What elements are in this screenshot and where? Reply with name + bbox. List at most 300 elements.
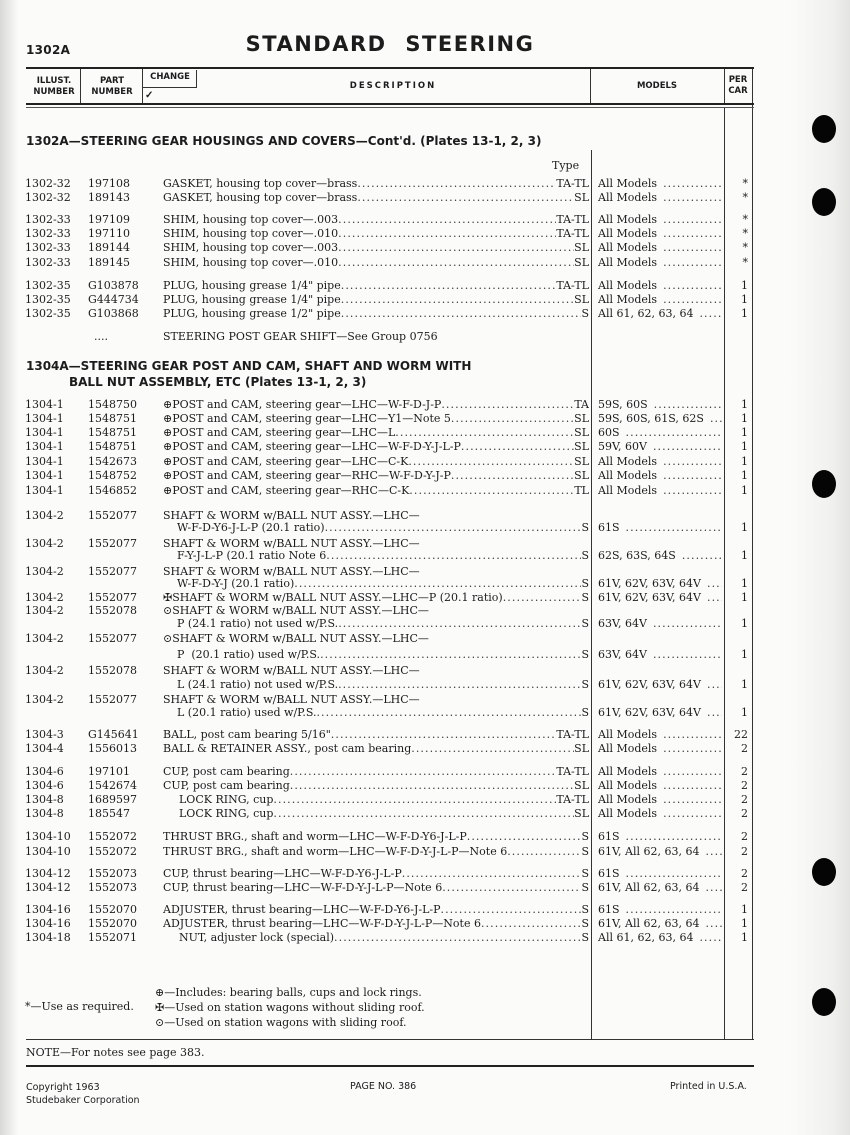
leader-dots — [441, 398, 574, 412]
per-car-qty: * — [742, 227, 748, 240]
models — [598, 807, 722, 821]
description-text: SHIM, housing top cover—.003 — [163, 213, 339, 226]
leader-dots — [626, 521, 722, 535]
leader-dots — [663, 807, 722, 821]
leader-dots — [409, 484, 574, 498]
description — [163, 307, 589, 321]
illust-number: 1304-1 — [25, 455, 64, 468]
description-text: SHAFT & WORM w/BALL NUT ASSY.—LHC— — [163, 565, 420, 578]
description-text: GASKET, housing top cover—brass — [163, 177, 358, 190]
footer-rule-thin — [26, 1039, 754, 1040]
leader-dots — [341, 279, 557, 293]
per-car-qty: 1 — [741, 412, 748, 425]
leader-dots — [707, 591, 722, 605]
models — [598, 917, 722, 931]
body-type: S — [581, 931, 589, 944]
description-text: SHAFT & WORM w/BALL NUT ASSY.—LHC— — [163, 693, 420, 706]
page-note: NOTE—For notes see page 383. — [26, 1046, 205, 1059]
per-car-qty: 1 — [741, 398, 748, 411]
body-type: S — [581, 881, 589, 894]
description-text: ⊙SHAFT & WORM w/BALL NUT ASSY.—LHC— — [163, 604, 429, 617]
footnote-includes: ⊕—Includes: bearing balls, cups and lock rings. — [155, 986, 422, 999]
description-text: THRUST BRG., shaft and worm—LHC—W-F-D-Y6-J-L-P — [163, 830, 467, 843]
table-row — [0, 591, 780, 605]
models-text: All Models — [598, 191, 658, 204]
table-row — [0, 213, 780, 227]
table-row — [0, 577, 780, 591]
table-row — [0, 742, 780, 756]
description-text: ⊕POST and CAM, steering gear—RHC—C-K — [163, 484, 410, 497]
table-row — [0, 830, 780, 844]
description-text: ⊕POST and CAM, steering gear—RHC—W-F-D-Y-J-P — [163, 469, 451, 482]
description — [163, 604, 589, 618]
description — [163, 678, 589, 692]
description-text: CUP, thrust bearing—LHC—W-F-D-Y6-J-L-P — [163, 867, 402, 880]
col-divider — [590, 69, 591, 103]
illust-number: 1304-16 — [25, 903, 71, 916]
table-row — [0, 330, 780, 344]
table-row — [0, 881, 780, 895]
per-car-qty: 2 — [741, 742, 748, 755]
models — [598, 398, 722, 412]
leader-dots — [334, 931, 581, 945]
leader-dots — [663, 742, 722, 756]
description — [163, 426, 589, 440]
page-title-word1: STANDARD — [245, 32, 387, 56]
part-number: 1552072 — [88, 845, 137, 858]
description — [163, 793, 589, 807]
illust-number: 1304-1 — [25, 484, 64, 497]
leader-dots — [663, 484, 722, 498]
table-row — [0, 469, 780, 483]
table-row — [0, 604, 780, 618]
checkmark-icon: ✓ — [145, 90, 154, 101]
col-divider — [80, 69, 81, 103]
per-car-qty: 1 — [741, 577, 748, 590]
illust-number: 1304-1 — [25, 469, 64, 482]
part-number: 189145 — [88, 256, 130, 269]
illust-number: 1304-10 — [25, 830, 71, 843]
per-car-qty: 1 — [741, 931, 748, 944]
body-type: SL — [574, 779, 589, 792]
description — [163, 903, 589, 917]
models-text: 61V, All 62, 63, 64 — [598, 845, 700, 858]
description — [163, 728, 589, 742]
body-type: S — [581, 617, 589, 630]
leader-dots — [707, 706, 722, 720]
models-text: All Models — [598, 469, 658, 482]
illust-number: 1302-35 — [25, 279, 71, 292]
models — [598, 765, 722, 779]
models — [598, 577, 722, 591]
table-row — [0, 706, 780, 720]
part-number: 1552073 — [88, 867, 137, 880]
page-number: PAGE NO. 386 — [350, 1081, 417, 1092]
description — [163, 693, 589, 707]
leader-dots — [341, 293, 574, 307]
header-rule-top — [26, 67, 754, 69]
body-type: SL — [574, 455, 589, 468]
description — [163, 256, 589, 270]
table-row — [0, 307, 780, 321]
per-car-qty: 1 — [741, 440, 748, 453]
description — [163, 577, 589, 591]
leader-dots — [653, 440, 722, 454]
table-row — [0, 728, 780, 742]
description-text: ADJUSTER, thrust bearing—LHC—W-F-D-Y6-J-L-P — [163, 903, 441, 916]
table-row — [0, 398, 780, 412]
description-text: NUT, adjuster lock (special) — [179, 931, 335, 944]
description — [163, 632, 589, 646]
models-text: All Models — [598, 213, 658, 226]
body-type: TA-TL — [556, 279, 589, 292]
illust-number: 1302-35 — [25, 293, 71, 306]
punch-hole — [812, 115, 836, 143]
description-text: CUP, post cam bearing — [163, 765, 290, 778]
illust-number: 1302-32 — [25, 177, 71, 190]
table-row — [0, 867, 780, 881]
body-type: TA-TL — [556, 728, 589, 741]
models — [598, 591, 722, 605]
body-type: S — [581, 903, 589, 916]
description-text: SHAFT & WORM w/BALL NUT ASSY.—LHC— — [163, 509, 420, 522]
description-text: ⊕POST and CAM, steering gear—LHC—W-F-D-J-P — [163, 398, 442, 411]
leader-dots — [663, 256, 722, 270]
per-car-qty: 2 — [741, 867, 748, 880]
body-type: SL — [574, 412, 589, 425]
description — [163, 591, 589, 605]
illust-number: 1304-10 — [25, 845, 71, 858]
punch-hole — [812, 188, 836, 216]
description-text: LOCK RING, cup — [179, 793, 274, 806]
col-header-models: MODELS — [636, 81, 678, 91]
leader-dots — [626, 830, 722, 844]
table-row — [0, 845, 780, 859]
page-code: 1302A — [26, 43, 71, 57]
models-text: All Models — [598, 256, 658, 269]
per-car-qty: 2 — [741, 845, 748, 858]
models-text: All Models — [598, 177, 658, 190]
per-car-qty: 1 — [741, 617, 748, 630]
models-text: 59V, 60V — [598, 440, 647, 453]
leader-dots — [441, 903, 582, 917]
per-car-qty: 1 — [741, 917, 748, 930]
part-number: 1552072 — [88, 830, 137, 843]
models-text: 61V, All 62, 63, 64 — [598, 881, 700, 894]
leader-dots — [699, 307, 722, 321]
description-text: BALL & RETAINER ASSY., post cam bearing — [163, 742, 412, 755]
per-car-qty: 1 — [741, 455, 748, 468]
models-text: All Models — [598, 279, 658, 292]
models — [598, 742, 722, 756]
footnote-symbols — [155, 985, 425, 1030]
table-row — [0, 191, 780, 205]
leader-dots — [705, 917, 722, 931]
body-type: S — [581, 830, 589, 843]
illust-number: 1302-33 — [25, 256, 71, 269]
per-car-qty: 1 — [741, 549, 748, 562]
models — [598, 241, 722, 255]
description-text: CUP, thrust bearing—LHC—W-F-D-Y-J-L-P—Note 6 — [163, 881, 443, 894]
leader-dots — [663, 191, 722, 205]
illust-number: 1302-35 — [25, 307, 71, 320]
table-row — [0, 903, 780, 917]
part-number: 197110 — [88, 227, 130, 240]
table-row — [0, 793, 780, 807]
description-text: W-F-D-Y-J (20.1 ratio) — [177, 577, 295, 590]
per-car-qty: 1 — [741, 293, 748, 306]
models-text: All Models — [598, 293, 658, 306]
leader-dots — [710, 412, 722, 426]
leader-dots — [273, 793, 556, 807]
body-type: TA-TL — [556, 227, 589, 240]
description — [163, 330, 589, 344]
leader-dots — [626, 426, 722, 440]
leader-dots — [503, 591, 582, 605]
models — [598, 728, 722, 742]
per-car-qty: 2 — [741, 765, 748, 778]
leader-dots — [705, 845, 722, 859]
section-heading-1302a: 1302A—STEERING GEAR HOUSINGS AND COVERS—Cont'd. (Plates 13-1, 2, 3) — [26, 134, 542, 148]
per-car-qty: 2 — [741, 779, 748, 792]
illust-number: 1302-32 — [25, 191, 71, 204]
models — [598, 412, 722, 426]
body-type: SL — [574, 256, 589, 269]
illust-number: 1302-33 — [25, 213, 71, 226]
per-car-qty: 1 — [741, 521, 748, 534]
models — [598, 177, 722, 191]
part-number: 1552077 — [88, 591, 137, 604]
description — [163, 706, 589, 720]
leader-dots — [320, 648, 581, 662]
part-number: 1548751 — [88, 412, 137, 425]
description — [163, 469, 589, 483]
per-car-qty: 1 — [741, 678, 748, 691]
table-row — [0, 293, 780, 307]
models — [598, 881, 722, 895]
footer-rule-thick — [26, 1065, 754, 1067]
description — [163, 227, 589, 241]
models — [598, 779, 722, 793]
table-row — [0, 227, 780, 241]
body-type: TL — [574, 484, 589, 497]
illust-number: 1304-8 — [25, 807, 64, 820]
illust-number: 1304-2 — [25, 591, 64, 604]
part-number: 1542674 — [88, 779, 137, 792]
models-text: 63V, 64V — [598, 648, 647, 661]
leader-dots — [408, 455, 574, 469]
description-text: ⊕POST and CAM, steering gear—LHC—C-K — [163, 455, 409, 468]
per-car-qty: 2 — [741, 830, 748, 843]
body-type: SL — [574, 469, 589, 482]
body-type: S — [581, 549, 589, 562]
body-type: S — [581, 307, 589, 320]
col-header-illust: ILLUST. NUMBER — [33, 76, 75, 97]
models-text: 61V, 62V, 63V, 64V — [598, 591, 701, 604]
table-row — [0, 412, 780, 426]
table-row — [0, 632, 780, 646]
printed-in: Printed in U.S.A. — [670, 1081, 747, 1092]
table-row — [0, 917, 780, 931]
leader-dots — [699, 931, 722, 945]
leader-dots — [626, 903, 722, 917]
part-number: 1552078 — [88, 604, 137, 617]
leader-dots — [481, 917, 581, 931]
illust-number: 1304-12 — [25, 881, 71, 894]
punch-hole — [812, 858, 836, 886]
models — [598, 469, 722, 483]
leader-dots — [663, 293, 722, 307]
body-type: S — [581, 917, 589, 930]
page-title — [0, 32, 770, 56]
table-row — [0, 177, 780, 191]
illust-number: 1304-1 — [25, 398, 64, 411]
models — [598, 830, 722, 844]
body-type: SL — [574, 807, 589, 820]
leader-dots — [411, 742, 574, 756]
type-column-label: Type — [552, 159, 580, 172]
footnote-without-roof: ✠—Used on station wagons without sliding roof. — [155, 1001, 425, 1014]
illust-number: 1304-2 — [25, 664, 64, 677]
col-header-description: DESCRIPTION — [349, 81, 437, 91]
part-number: 1542673 — [88, 455, 137, 468]
illust-number: 1304-1 — [25, 412, 64, 425]
models — [598, 426, 722, 440]
description — [163, 845, 589, 859]
leader-dots — [663, 177, 722, 191]
description — [163, 664, 589, 678]
description-text: LOCK RING, cup — [179, 807, 274, 820]
description-text: ⊕POST and CAM, steering gear—LHC—L — [163, 426, 396, 439]
description — [163, 765, 589, 779]
leader-dots — [338, 213, 556, 227]
models — [598, 227, 722, 241]
leader-dots — [316, 706, 581, 720]
leader-dots — [707, 577, 722, 591]
per-car-qty: 1 — [741, 591, 748, 604]
header-rule-bottom-thin — [26, 107, 754, 108]
illust-number: 1304-2 — [25, 509, 64, 522]
description-text: ⊕POST and CAM, steering gear—LHC—Y1—Note 5 — [163, 412, 451, 425]
part-number: 197101 — [88, 765, 130, 778]
illust-number: 1304-1 — [25, 426, 64, 439]
per-car-qty: 1 — [741, 484, 748, 497]
models-text: All 61, 62, 63, 64 — [598, 307, 694, 320]
table-row — [0, 678, 780, 692]
models — [598, 867, 722, 881]
description — [163, 931, 589, 945]
leader-dots — [663, 241, 722, 255]
leader-dots — [653, 617, 722, 631]
leader-dots — [325, 521, 582, 535]
leader-dots — [461, 440, 574, 454]
table-row — [0, 279, 780, 293]
per-car-qty: 1 — [741, 903, 748, 916]
models — [598, 931, 722, 945]
models-text: All Models — [598, 455, 658, 468]
copyright: Copyright 1963 Studebaker Corporation — [26, 1082, 140, 1106]
models-text: 61V, 62V, 63V, 64V — [598, 678, 701, 691]
leader-dots — [402, 867, 582, 881]
description — [163, 521, 589, 535]
description — [163, 807, 589, 821]
description-text: P (24.1 ratio) not used w/P.S. — [177, 617, 339, 630]
description-text: F-Y-J-L-P (20.1 ratio Note 6 — [177, 549, 327, 562]
models — [598, 903, 722, 917]
leader-dots — [663, 469, 722, 483]
models — [598, 307, 722, 321]
part-number: 1552070 — [88, 917, 137, 930]
illust-number: 1304-16 — [25, 917, 71, 930]
table-row — [0, 426, 780, 440]
models-text: All Models — [598, 241, 658, 254]
illust-number: 1304-2 — [25, 693, 64, 706]
illust-number: 1304-2 — [25, 565, 64, 578]
description-text: L (24.1 ratio) not used w/P.S. — [177, 678, 339, 691]
models-text: All Models — [598, 227, 658, 240]
leader-dots — [654, 398, 722, 412]
per-car-qty: * — [742, 213, 748, 226]
leader-dots — [326, 549, 581, 563]
illust-number: 1304-8 — [25, 793, 64, 806]
models-text: 59S, 60S, 61S, 62S — [598, 412, 704, 425]
description-text: ADJUSTER, thrust bearing—LHC—W-F-D-Y-J-L-P—Note 6 — [163, 917, 481, 930]
description — [163, 455, 589, 469]
per-car-qty: 2 — [741, 807, 748, 820]
models-text: 61V, 62V, 63V, 64V — [598, 706, 701, 719]
leader-dots — [273, 807, 574, 821]
body-type: S — [581, 845, 589, 858]
part-number: 1552070 — [88, 903, 137, 916]
footnote-with-roof: ⊙—Used on station wagons with sliding roof. — [155, 1016, 407, 1029]
body-type: S — [581, 867, 589, 880]
models — [598, 549, 722, 563]
description-text: THRUST BRG., shaft and worm—LHC—W-F-D-Y-J-L-P—Note 6 — [163, 845, 508, 858]
per-car-qty: 1 — [741, 706, 748, 719]
col-header-change: CHANGE — [150, 72, 190, 82]
models-text: 60S — [598, 426, 620, 439]
part-number: G103868 — [88, 307, 139, 320]
illust-number: 1304-2 — [25, 632, 64, 645]
models-text: 61S — [598, 521, 620, 534]
part-number: G444734 — [88, 293, 139, 306]
table-row — [0, 455, 780, 469]
illust-number: 1304-6 — [25, 779, 64, 792]
punch-hole — [812, 988, 836, 1016]
description-text: P (20.1 ratio) used w/P.S. — [177, 648, 321, 661]
leader-dots — [338, 227, 556, 241]
part-number: 189143 — [88, 191, 130, 204]
models-text: All Models — [598, 728, 658, 741]
description — [163, 412, 589, 426]
models — [598, 521, 722, 535]
leader-dots — [290, 765, 557, 779]
part-number: 1552073 — [88, 881, 137, 894]
body-type: TA — [574, 398, 589, 411]
part-number: 1548751 — [88, 440, 137, 453]
per-car-qty: 1 — [741, 469, 748, 482]
description — [163, 191, 589, 205]
body-type: TA-TL — [556, 213, 589, 226]
leader-dots — [338, 617, 581, 631]
models — [598, 484, 722, 498]
models-text: 61V, 62V, 63V, 64V — [598, 577, 701, 590]
description — [163, 398, 589, 412]
models — [598, 293, 722, 307]
per-car-qty: 2 — [741, 793, 748, 806]
part-number: 1552071 — [88, 931, 137, 944]
models — [598, 678, 722, 692]
